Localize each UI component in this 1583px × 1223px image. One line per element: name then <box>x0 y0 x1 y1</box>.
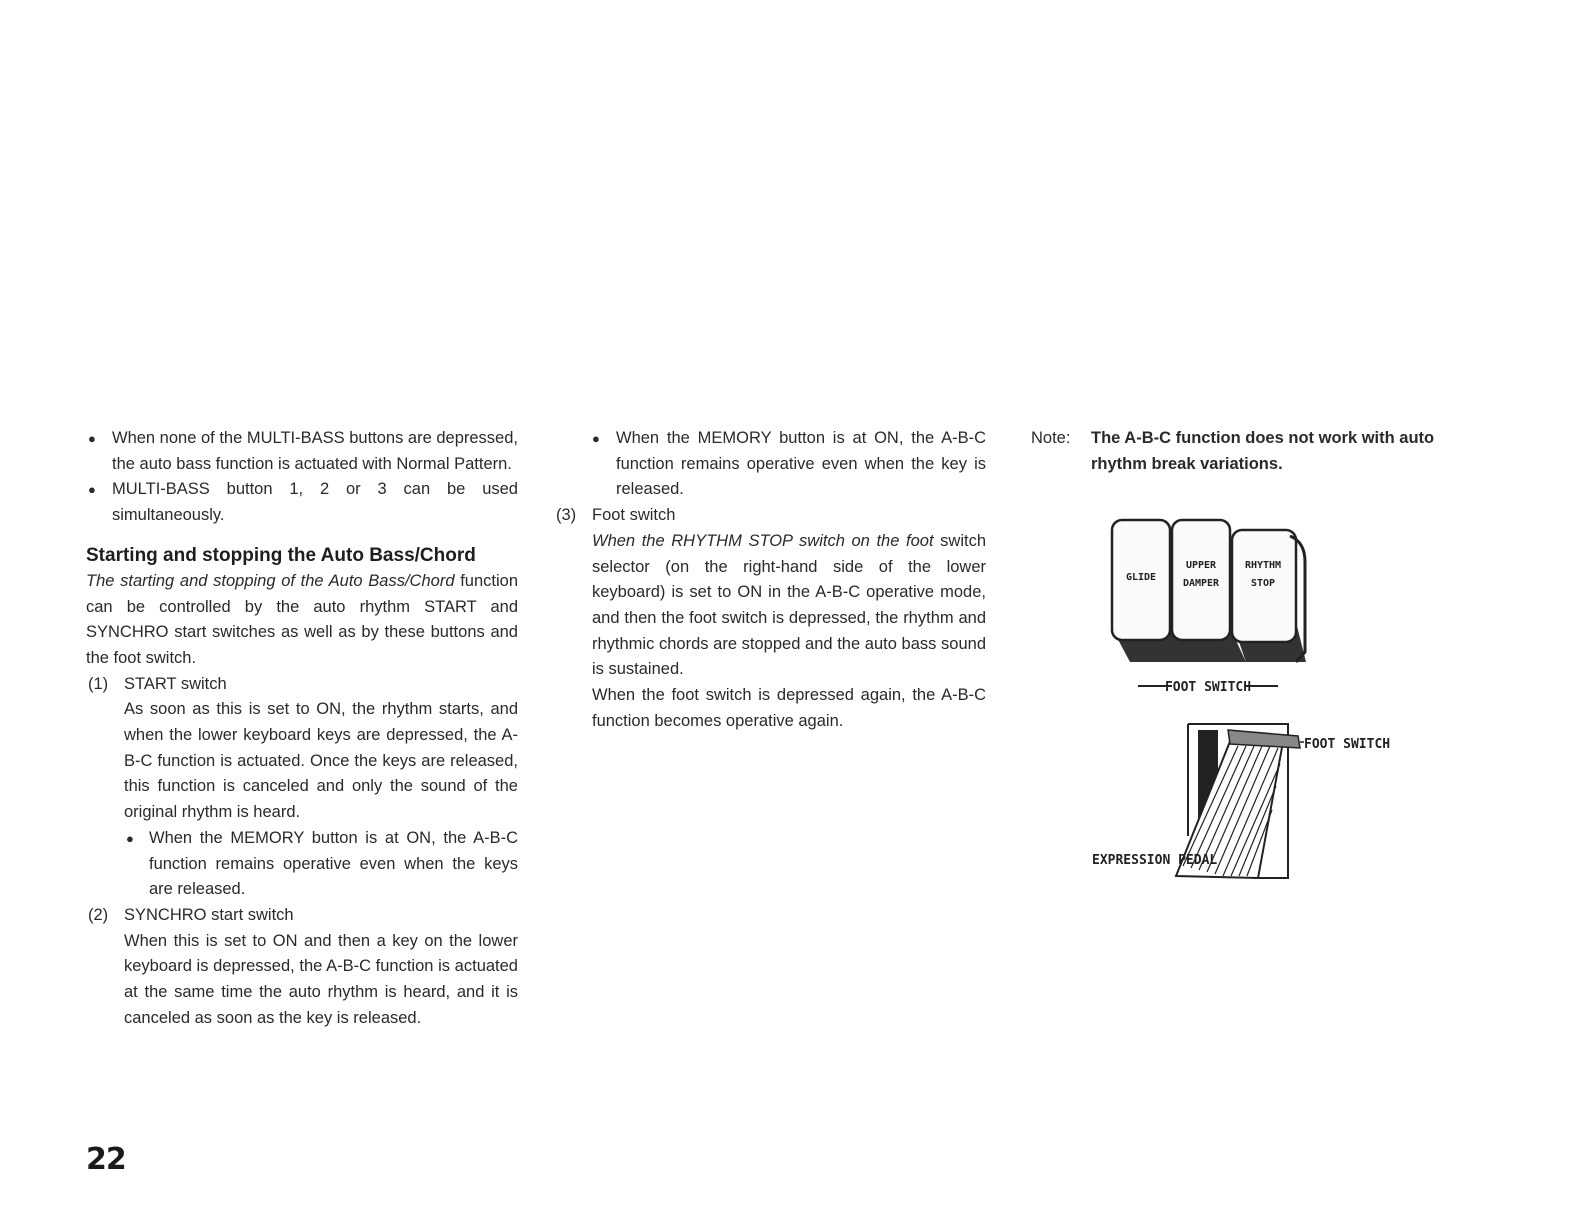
numbered-item-title: (3) Foot switch <box>556 506 676 525</box>
column-middle <box>556 426 986 734</box>
expression-pedal-label: EXPRESSION PEDAL <box>1092 853 1218 868</box>
foot-switch-selector-figure <box>1100 512 1330 702</box>
list-item: ● When the MEMORY button is at ON, the A-B-C function remains operative even when the keys are released. <box>86 826 518 903</box>
bullet-icon: ● <box>126 830 134 846</box>
foot-switch-label: FOOT SWITCH <box>1304 737 1391 752</box>
damper-label: DAMPER <box>1182 578 1220 589</box>
intro-paragraph: The starting and stopping of the Auto Bass/Chord function can be controlled by the auto rhythm START and SYNCHRO start switches as well as by these buttons and the foot switch. <box>86 571 519 667</box>
glide-label: GLIDE <box>1125 572 1157 583</box>
list-item: ● MULTI-BASS button 1, 2 or 3 can be used simultaneously. <box>86 477 518 528</box>
numbered-item-body: As soon as this is set to ON, the rhythm starts, and when the lower keyboard keys are depressed, the A-B-C function is actuated. Once the keys are released, this function is canceled and only the sound of the original rhythm is heard. <box>124 700 518 822</box>
numbered-item-title: (1) START switch <box>88 674 227 693</box>
stop-label: STOP <box>1250 578 1276 589</box>
numbered-item-body: When the foot switch is depressed again, the A-B-C function becomes operative again. <box>592 686 986 730</box>
numbered-item-body: When this is set to ON and then a key on the lower keyboard is depressed, the A-B-C function is actuated at the same time the auto rhythm is heard, and it is canceled as soon as the key is released. <box>124 931 518 1027</box>
column-left <box>86 426 518 1031</box>
note: Note: The A-B-C function does not work with auto rhythm break variations. <box>1031 429 1435 473</box>
rhythm-label: RHYTHM <box>1244 560 1282 571</box>
list-item: ● When none of the MULTI-BASS buttons are depressed, the auto bass function is actuated with Normal Pattern. <box>86 426 518 477</box>
numbered-item-title: (2) SYNCHRO start switch <box>88 905 294 924</box>
bullet-icon: ● <box>88 482 96 498</box>
expression-pedal-figure <box>1088 716 1398 892</box>
numbered-item-body: When the RHYTHM STOP switch on the foot switch selector (on the right-hand side of the lower keyboard) is set to ON in the A-B-C operative mode, and then the foot switch is depressed, the rhythm and rhythmic chords are stopped and the auto bass sound is sustained. <box>592 531 986 679</box>
column-right <box>1031 426 1471 477</box>
figure-caption: FOOT SWITCH <box>1164 680 1252 695</box>
section-heading: Starting and stopping the Auto Bass/Chord <box>86 544 476 566</box>
bullet-icon: ● <box>88 431 96 446</box>
list-item: ● When the MEMORY button is at ON, the A-B-C function remains operative even when the key is released. <box>556 426 986 503</box>
upper-label: UPPER <box>1185 560 1217 571</box>
bullet-icon: ● <box>592 431 600 446</box>
page-number: 22 <box>86 1142 126 1177</box>
